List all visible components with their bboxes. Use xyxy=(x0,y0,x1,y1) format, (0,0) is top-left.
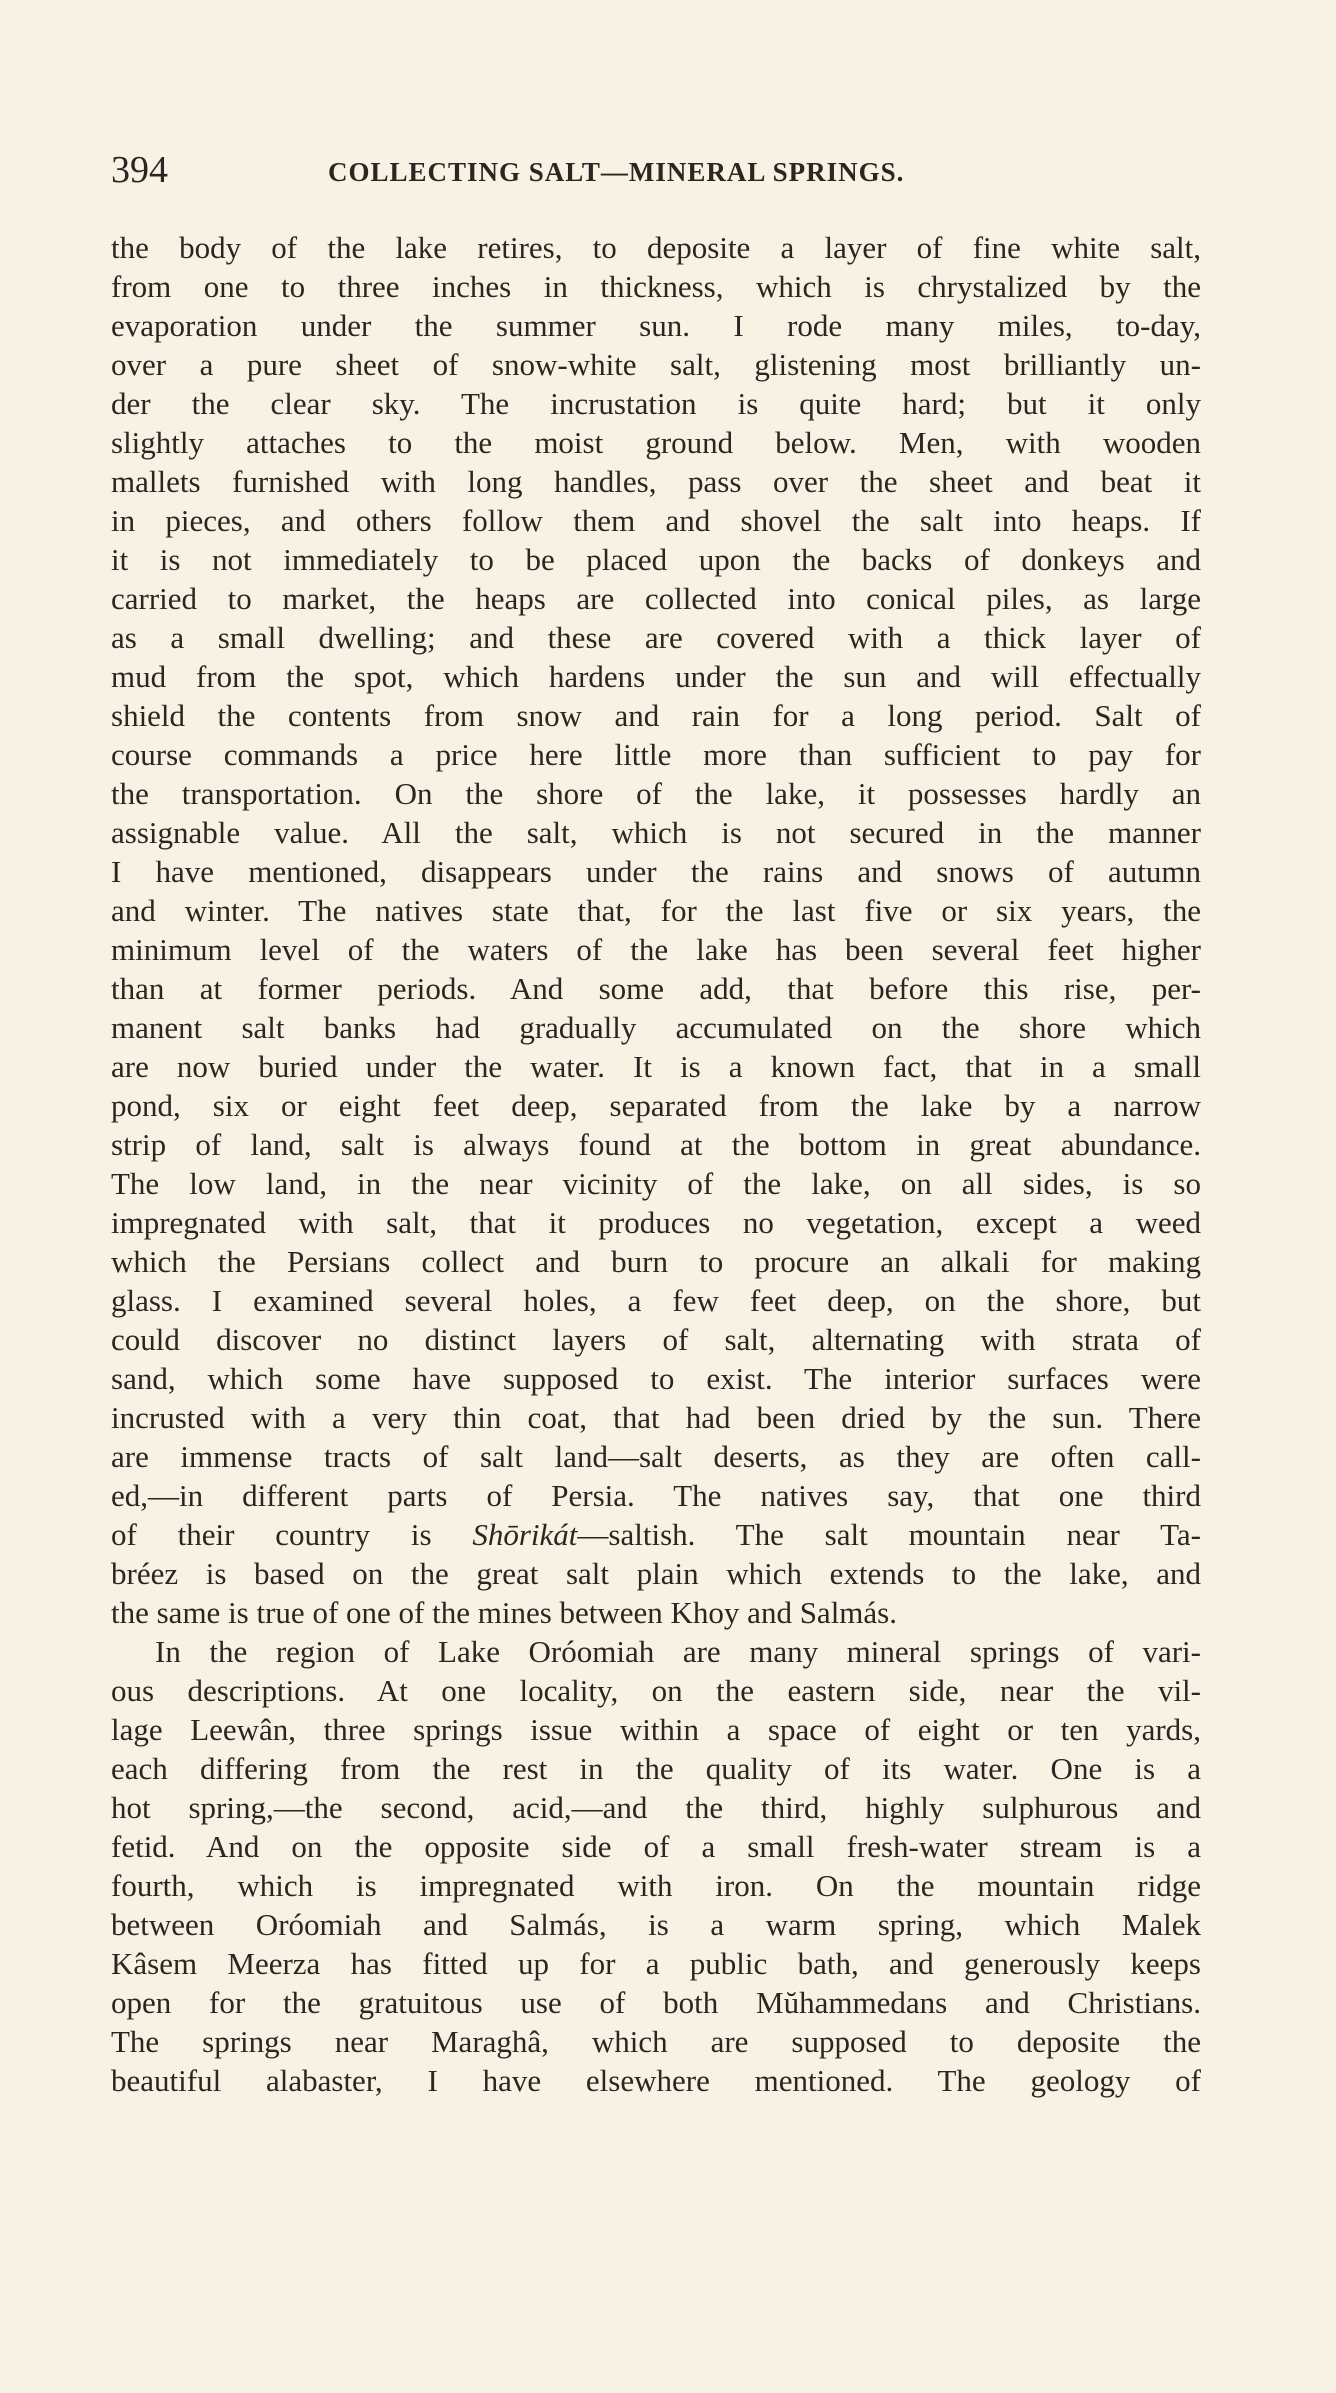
text-line: der the clear sky. The incrustation is quite hard; but it only xyxy=(111,386,1201,421)
text-line: between Oróomiah and Salmás, is a warm spring, which Malek xyxy=(111,1907,1201,1942)
running-title: COLLECTING SALT—MINERAL SPRINGS. xyxy=(328,157,905,187)
text-line: mud from the spot, which hardens under the sun and will effectually xyxy=(111,659,1201,694)
text-line: The low land, in the near vicinity of the lake, on all sides, is so xyxy=(111,1166,1201,1201)
text-line: beautiful alabaster, I have elsewhere mentioned. The geology of xyxy=(111,2063,1201,2098)
text-line: the transportation. On the shore of the lake, it possesses hardly an xyxy=(111,776,1201,811)
text-line: fourth, which is impregnated with iron. On the mountain ridge xyxy=(111,1868,1201,1903)
text-line: fetid. And on the opposite side of a small fresh-water stream is a xyxy=(111,1829,1201,1864)
running-header xyxy=(111,148,1201,192)
text-line: from one to three inches in thickness, which is chrystalized by the xyxy=(111,269,1201,304)
text-line: strip of land, salt is always found at the bottom in great abundance. xyxy=(111,1127,1201,1162)
text-line: shield the contents from snow and rain for a long period. Salt of xyxy=(111,698,1201,733)
text-line: slightly attaches to the moist ground below. Men, with wooden xyxy=(111,425,1201,460)
text-line: sand, which some have supposed to exist. The interior surfaces were xyxy=(111,1361,1201,1396)
text-line: hot spring,—the second, acid,—and the third, highly sulphurous and xyxy=(111,1790,1201,1825)
text-line: the same is true of one of the mines between Khoy and Salmás. xyxy=(111,1595,897,1630)
text-line: lage Leewân, three springs issue within a space of eight or ten yards, xyxy=(111,1712,1201,1747)
text-line: could discover no distinct layers of salt, alternating with strata of xyxy=(111,1322,1201,1357)
text-line: it is not immediately to be placed upon the backs of donkeys and xyxy=(111,542,1201,577)
text-line: glass. I examined several holes, a few feet deep, on the shore, but xyxy=(111,1283,1201,1318)
text-line: which the Persians collect and burn to procure an alkali for making xyxy=(111,1244,1201,1279)
text-line: manent salt banks had gradually accumulated on the shore which xyxy=(111,1010,1201,1045)
text-line: ous descriptions. At one locality, on the eastern side, near the vil- xyxy=(111,1673,1201,1708)
text-line: carried to market, the heaps are collected into conical piles, as large xyxy=(111,581,1201,616)
text-line: course commands a price here little more than sufficient to pay for xyxy=(111,737,1201,772)
text-line: assignable value. All the salt, which is not secured in the manner xyxy=(111,815,1201,850)
text-line: mallets furnished with long handles, pass over the sheet and beat it xyxy=(111,464,1201,499)
text-line: impregnated with salt, that it produces no vegetation, except a weed xyxy=(111,1205,1201,1240)
text-line: each differing from the rest in the quality of its water. One is a xyxy=(111,1751,1201,1786)
paragraph xyxy=(111,1632,1201,2100)
text-line: the body of the lake retires, to deposite a layer of fine white salt, xyxy=(111,230,1201,265)
page-body xyxy=(111,228,1201,2100)
text-line: than at former periods. And some add, that before this rise, per- xyxy=(111,971,1201,1006)
text-line: evaporation under the summer sun. I rode many miles, to-day, xyxy=(111,308,1201,343)
text-line: over a pure sheet of snow-white salt, glistening most brilliantly un- xyxy=(111,347,1201,382)
text-line: of their country is Shōrikát—saltish. The salt mountain near Ta- xyxy=(111,1517,1201,1552)
text-line: The springs near Maraghâ, which are supposed to deposite the xyxy=(111,2024,1201,2059)
text-line: are now buried under the water. It is a known fact, that in a small xyxy=(111,1049,1201,1084)
text-line: pond, six or eight feet deep, separated from the lake by a narrow xyxy=(111,1088,1201,1123)
text-line: as a small dwelling; and these are covered with a thick layer of xyxy=(111,620,1201,655)
text-line: I have mentioned, disappears under the rains and snows of autumn xyxy=(111,854,1201,889)
text-line: are immense tracts of salt land—salt deserts, as they are often call- xyxy=(111,1439,1201,1474)
italic-term: Shōrikát xyxy=(472,1517,578,1552)
text-line: In the region of Lake Oróomiah are many mineral springs of vari- xyxy=(155,1634,1201,1669)
text-line: and winter. The natives state that, for the last five or six years, the xyxy=(111,893,1201,928)
text-line: open for the gratuitous use of both Mŭhammedans and Christians. xyxy=(111,1985,1201,2020)
text-line: ed,—in different parts of Persia. The natives say, that one third xyxy=(111,1478,1201,1513)
text-line: in pieces, and others follow them and shovel the salt into heaps. If xyxy=(111,503,1201,538)
page-number: 394 xyxy=(111,149,168,191)
text-line: bréez is based on the great salt plain which extends to the lake, and xyxy=(111,1556,1201,1591)
paragraph xyxy=(111,228,1201,1632)
text-line: incrusted with a very thin coat, that had been dried by the sun. There xyxy=(111,1400,1201,1435)
text-line: minimum level of the waters of the lake has been several feet higher xyxy=(111,932,1201,967)
text-line: Kâsem Meerza has fitted up for a public bath, and generously keeps xyxy=(111,1946,1201,1981)
